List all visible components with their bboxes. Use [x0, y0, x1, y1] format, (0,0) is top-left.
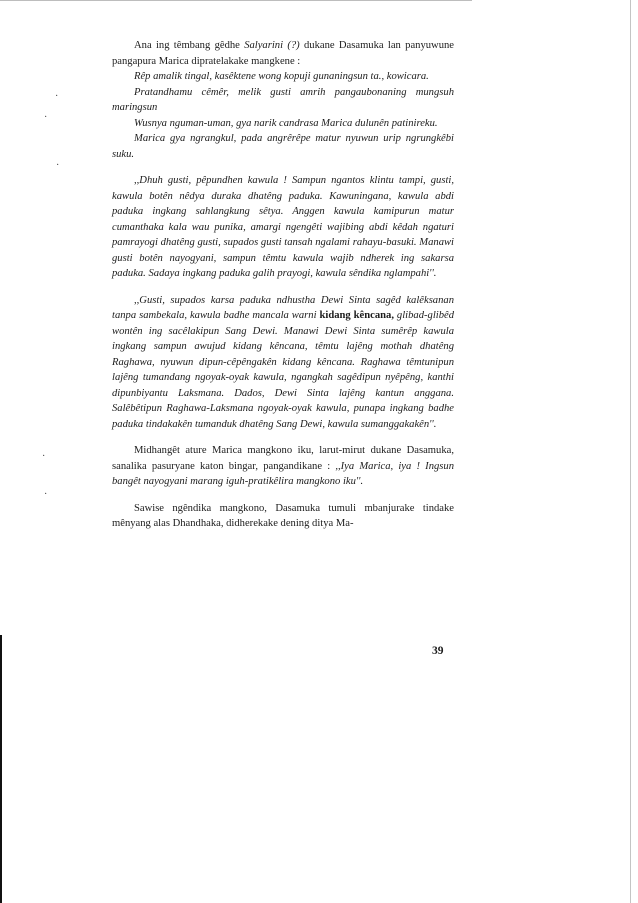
- speech2-text-c: glibad-glibêd wontên ing sacêlakipun Sang Dewi. Manawi Dewi Sinta sumêrêp kawula ingkang sampun awujud kidang kêncana, têmtu lajêng mothah dhatêng Raghawa, nyuwun dipun-cêpêngakên kidang kêncana. Raghawa têmtunipun lajêng tumandang ngoyak-oyak kawula, ngangkah sagêdipun nyêpêng, kanthi dipunbiyantu Laksmana. Dados, Dewi Sinta lajêng kantun anggana. Salêbêtipun Raghawa-Laksmana ngoyak-oyak kawula, punapa ingkang badhe paduka tindakakên tumanduk dhatêng Sang Dewi, kawula sumanggakakên''.: [112, 310, 454, 430]
- verse-line-3: Wusnya nguman-uman, gya narik candrasa Marica dulunên patinireku.: [134, 117, 438, 129]
- speech2-kidang-kencana: kidang kêncana,: [319, 310, 394, 321]
- marica-speech-1: ,,Dhuh gusti, pêpundhen kawula ! Sampun ngantos klintu tampi, gusti, kawula botên nêdya duraka dhatêng paduka. Kawuningana, kawula abdi paduka ingkang sahlangkung sêtya. Anggen kawula kamipurun matur cumanthaka kala wau punika, amargi ngengêti wajibing abdi kêdah ngaturi pamrayogi dhatêng gusti, supados gusti tansah ngalami rahayu-basuki. Manawi gusti botên nayogyani, sampun têmtu kawula wajib ndherek ing sakarsa paduka. Sadaya ingkang paduka galih prayogi, kawula sêndika nglampahi''.: [112, 175, 454, 279]
- narration-paragraph-1: [112, 443, 454, 490]
- intro-text-c: dukane Dasamuka lan panyuwune pangapura Marica dipratelakake mangkene :: [112, 40, 454, 67]
- intro-paragraph: [112, 38, 454, 69]
- narration-1-text: Midhangêt ature Marica mangkono iku, larut-mirut dukane Dasamuka, sanalika pasuryane katon bingar, pangandikane :: [112, 445, 454, 472]
- scan-binding-shadow: [0, 635, 2, 903]
- narration-1-quote: ,,Iya Marica, iya ! Ingsun bangêt nayogyani marang iguh-pratikêlira mangkono iku''.: [112, 460, 455, 487]
- scan-speck: ·: [44, 112, 48, 123]
- speech2-text-a: ,,Gusti, supados karsa paduka ndhustha Dewi Sinta sagêd kalêksanan tanpa sambekala, kawula badhe mancala warni: [112, 294, 454, 321]
- page-body: [112, 38, 454, 532]
- narration-paragraph-2: Sawise ngêndika mangkono, Dasamuka tumuli mbanjurake tindake mênyang alas Dhandhaka, didherekake dening ditya Ma-: [112, 502, 454, 529]
- scan-speck: ·: [55, 91, 59, 102]
- intro-song-title: Salyarini (?): [244, 40, 300, 51]
- scan-speck: ·: [56, 160, 60, 171]
- intro-text-a: Ana ing têmbang gêdhe: [134, 40, 245, 51]
- scan-right-edge: [630, 0, 631, 903]
- scan-speck: ·: [44, 489, 48, 500]
- page-number: 39: [432, 645, 444, 657]
- marica-speech-2: [112, 293, 454, 433]
- verse-line-2: Pratandhamu cêmêr, melik gusti amrih pangaubonaning mungsuh maringsun: [112, 86, 454, 113]
- verse-line-4: Marica gya ngrangkul, pada angrêrêpe matur nyuwun urip ngrungkêbi suku.: [112, 133, 454, 160]
- scan-speck: ·: [42, 451, 46, 462]
- verse-line-1: Rêp amalik tingal, kasêktene wong kopuji gunaningsun ta., kowicara.: [134, 71, 429, 82]
- scan-top-edge: [0, 0, 472, 1]
